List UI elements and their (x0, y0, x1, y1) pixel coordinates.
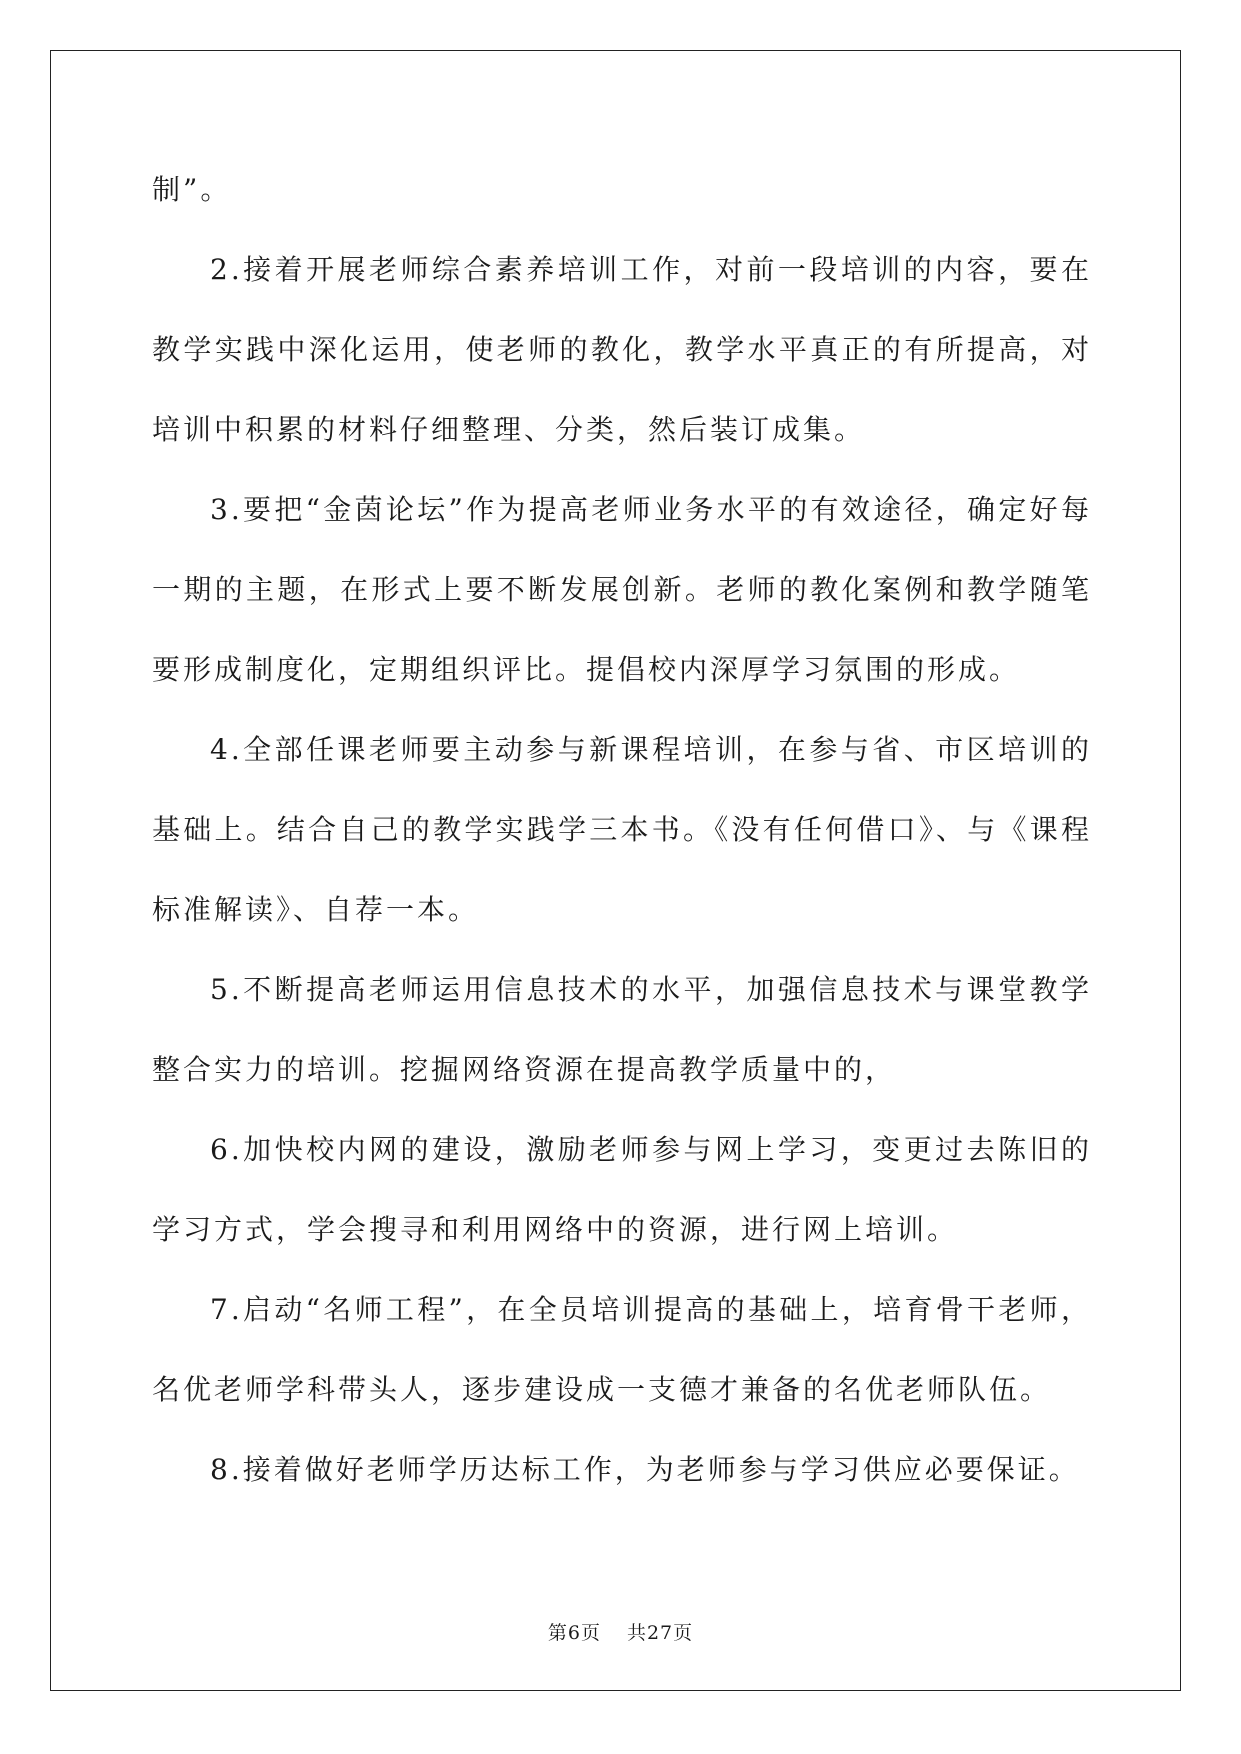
paragraph-4: 4.全部任课老师要主动参与新课程培训，在参与省、市区培训的基础上。结合自己的教学实践学三本书。《没有任何借口》、与《课程标准解读》、自荐一本。 (152, 733, 1092, 926)
page-footer (0, 1618, 1241, 1645)
paragraph-3: 3.要把“金茵论坛”作为提高老师业务水平的有效途径，确定好每一期的主题，在形式上要不断发展创新。老师的教化案例和教学随笔要形成制度化，定期组织评比。提倡校内深厚学习氛围的形成。 (152, 493, 1092, 686)
paragraph-6: 6.加快校内网的建设，激励老师参与网上学习，变更过去陈旧的学习方式，学会搜寻和利用网络中的资源，进行网上培训。 (152, 1133, 1092, 1246)
paragraph-8: 8.接着做好老师学历达标工作，为老师参与学习供应必要保证。 (210, 1453, 1080, 1486)
current-page-label: 第6页 (547, 1622, 601, 1644)
paragraph-1: 制”。 (152, 173, 232, 206)
document-body (152, 150, 1092, 1510)
total-pages-label: 共27页 (626, 1622, 694, 1644)
paragraph-2: 2.接着开展老师综合素养培训工作，对前一段培训的内容，要在教学实践中深化运用，使老师的教化，教学水平真正的有所提高，对培训中积累的材料仔细整理、分类，然后装订成集。 (152, 253, 1092, 446)
paragraph-7: 7.启动“名师工程”，在全员培训提高的基础上，培育骨干老师，名优老师学科带头人，逐步建设成一支德才兼备的名优老师队伍。 (152, 1293, 1092, 1406)
paragraph-5: 5.不断提高老师运用信息技术的水平，加强信息技术与课堂教学整合实力的培训。挖掘网络资源在提高教学质量中的， (152, 973, 1092, 1086)
